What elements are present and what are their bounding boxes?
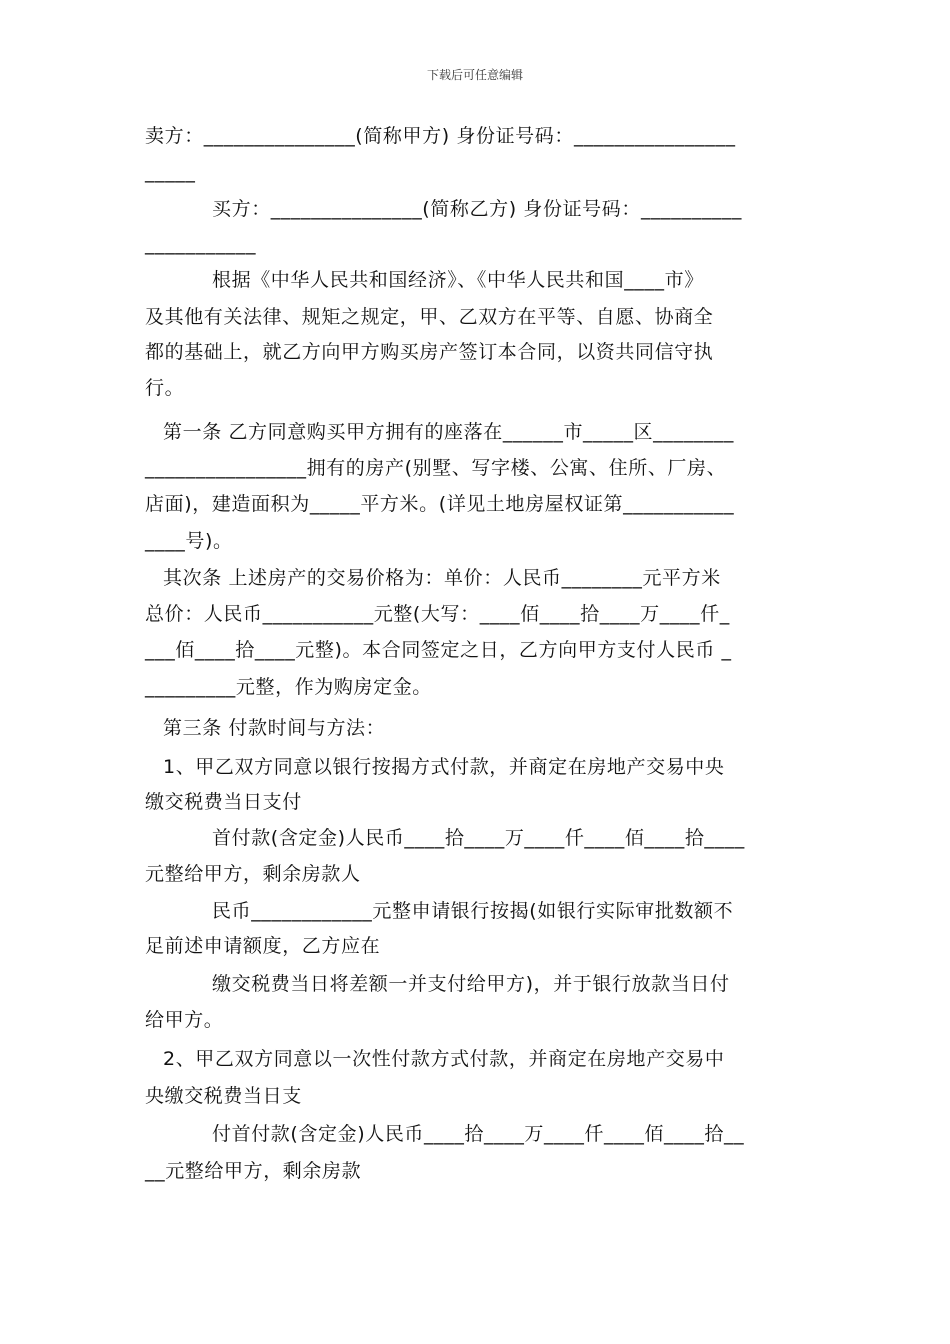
- text-line: _________元整，作为购房定金。: [145, 676, 432, 698]
- text-line: 央缴交税费当日支: [145, 1085, 302, 1107]
- text-line: 第三条 付款时间与方法：: [163, 717, 386, 739]
- text-line: 店面)，建造面积为_____平方米。(详见土地房屋权证第___________: [145, 493, 735, 515]
- text-line: _____: [145, 161, 196, 183]
- text-line: 及其他有关法律、规矩之规定，甲、乙双方在平等、自愿、协商全: [145, 306, 714, 328]
- page-header: 下载后可任意编辑: [426, 68, 523, 82]
- text-line: 1、甲乙双方同意以银行按揭方式付款，并商定在房地产交易中央: [163, 756, 725, 778]
- text-line: ___佰____拾____元整)。本合同签定之日，乙方向甲方支付人民币 _: [145, 639, 732, 661]
- text-line: 总价：人民币___________元整(大写：____佰____拾____万____仟_: [145, 603, 730, 625]
- text-line: 都的基础上，就乙方向甲方购买房产签订本合同，以资共同信守执: [145, 341, 714, 363]
- text-line: 缴交税费当日将差额一并支付给甲方)，并于银行放款当日付: [212, 973, 730, 995]
- text-line: 行。: [145, 377, 185, 399]
- text-line: 元整给甲方，剩余房款人: [145, 863, 361, 885]
- text-line: 其次条 上述房产的交易价格为：单价：人民币________元平方米: [163, 567, 721, 589]
- text-line: 足前述申请额度，乙方应在: [145, 935, 381, 957]
- text-line: 付首付款(含定金)人民币____拾____万____仟____佰____拾__: [212, 1123, 745, 1145]
- text-line: 2、甲乙双方同意以一次性付款方式付款，并商定在房地产交易中: [163, 1048, 725, 1070]
- text-line: 首付款(含定金)人民币____拾____万____仟____佰____拾____: [212, 827, 745, 849]
- text-line: 根据《中华人民共和国经济》、《中华人民共和国____市》: [212, 269, 704, 291]
- text-line: 民币____________元整申请银行按揭(如银行实际审批数额不: [212, 900, 734, 922]
- text-line: ____号)。: [145, 530, 233, 552]
- text-line: __元整给甲方，剩余房款: [145, 1160, 362, 1182]
- text-line: 缴交税费当日支付: [145, 791, 302, 813]
- text-line: 第一条 乙方同意购买甲方拥有的座落在______市_____区________: [163, 421, 734, 443]
- text-line: 卖方：_______________(简称甲方) 身份证号码：________________: [145, 125, 736, 147]
- text-line: 给甲方。: [145, 1009, 224, 1031]
- text-line: ___________: [145, 233, 257, 255]
- text-line: ________________拥有的房产(别墅、写字楼、公寓、住所、厂房、: [145, 457, 727, 479]
- text-line: 买方：_______________(简称乙方) 身份证号码：__________: [212, 198, 742, 220]
